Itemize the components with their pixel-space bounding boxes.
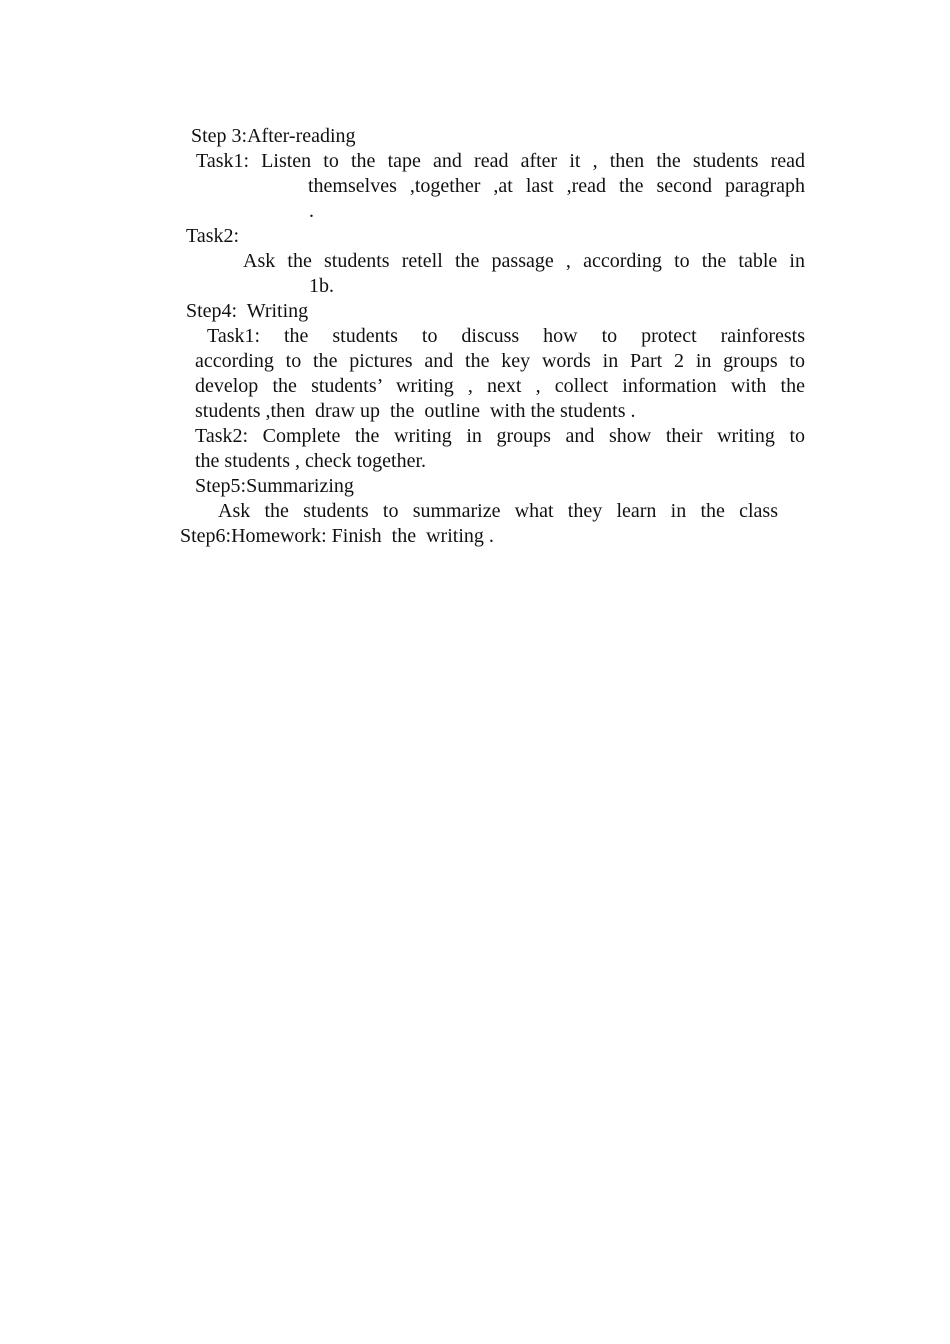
step6-line: Step6:Homework: Finish the writing . xyxy=(180,525,494,547)
step4-task1-line-2: according to the pictures and the key words in Part 2 in groups to xyxy=(195,350,805,372)
step4-task2-line-1: Task2: Complete the writing in groups and show their writing to xyxy=(195,425,805,447)
step3-heading: Step 3:After-reading xyxy=(191,125,356,147)
step4-task1-line-3: develop the students’ writing , next , collect information with the xyxy=(195,375,805,397)
task2-heading: Task2: xyxy=(186,225,240,247)
step5-heading: Step5:Summarizing xyxy=(195,475,354,497)
step4-heading: Step4: Writing xyxy=(186,300,309,322)
task1-line-3: . xyxy=(309,200,314,222)
step4-task1-line-1: Task1: the students to discuss how to protect rainforests xyxy=(207,325,805,347)
task1-line-1: Task1: Listen to the tape and read after it , then the students read xyxy=(196,150,805,172)
step4-task1-line-4: students ,then draw up the outline with the students . xyxy=(195,400,636,422)
step4-task2-line-2: the students , check together. xyxy=(195,450,427,472)
task1-line-2: themselves ,together ,at last ,read the second paragraph xyxy=(308,175,805,197)
task2-line-2: 1b. xyxy=(309,275,334,297)
step5-line: Ask the students to summarize what they learn in the class xyxy=(218,500,778,522)
task2-line-1: Ask the students retell the passage , according to the table in xyxy=(243,250,805,272)
